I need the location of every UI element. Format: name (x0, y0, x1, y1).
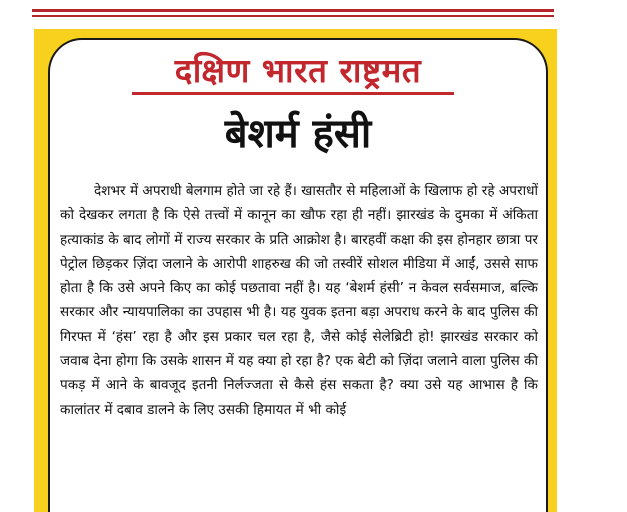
masthead-title: दक्षिण भारत राष्ट्रमत (174, 51, 422, 90)
editorial-headline: बेशर्म हंसी (224, 111, 372, 157)
top-rule-thin (32, 15, 554, 17)
top-rule (32, 9, 554, 12)
masthead-underline (132, 92, 454, 95)
editorial-card (48, 38, 548, 512)
editorial-body: देशभर में अपराधी बेलगाम होते जा रहे हैं। खासतौर से महिलाओं के खिलाफ हो रहे अपराधों को देखकर लगता है कि ऐसे तत्त्वों में कानून का खौफ रहा ही नहीं। झारखंड के दुमका में अंकिता हत्याकांड के बाद लोगों में राज्य सरकार के प्रति आक्रोश है। बारहवीं कक्षा की इस होनहार छात्रा पर पेट्रोल छिड़कर ज़िंदा जलाने के आरोपी शाहरुख की जो तस्वीरें सोशल मीडिया में आईं, उससे साफ होता है कि उसे अपने किए का कोई पछतावा नहीं है। यह ‘बेशर्म हंसी’ न केवल सर्वसमाज, बल्कि सरकार और न्यायपालिका का उपहास भी है। यह युवक इतना बड़ा अपराध करने के बाद पुलिस की गिरफ्त में ‘हंस’ रहा है और इस प्रकार चल रहा है, जैसे कोई सेलेब्रिटी हो! झारखंड सरकार को जवाब देना होगा कि उसके शासन में यह क्या हो रहा है? एक बेटी को ज़िंदा जलाने वाला पुलिस की पकड़ में आने के बावजूद इतनी निर्लज्जता से कैसे हंस सकता है? क्या उसे यह आभास है कि कालांतर में दबाव डालने के लिए उसकी हिमायत में भी कोई (60, 183, 538, 418)
